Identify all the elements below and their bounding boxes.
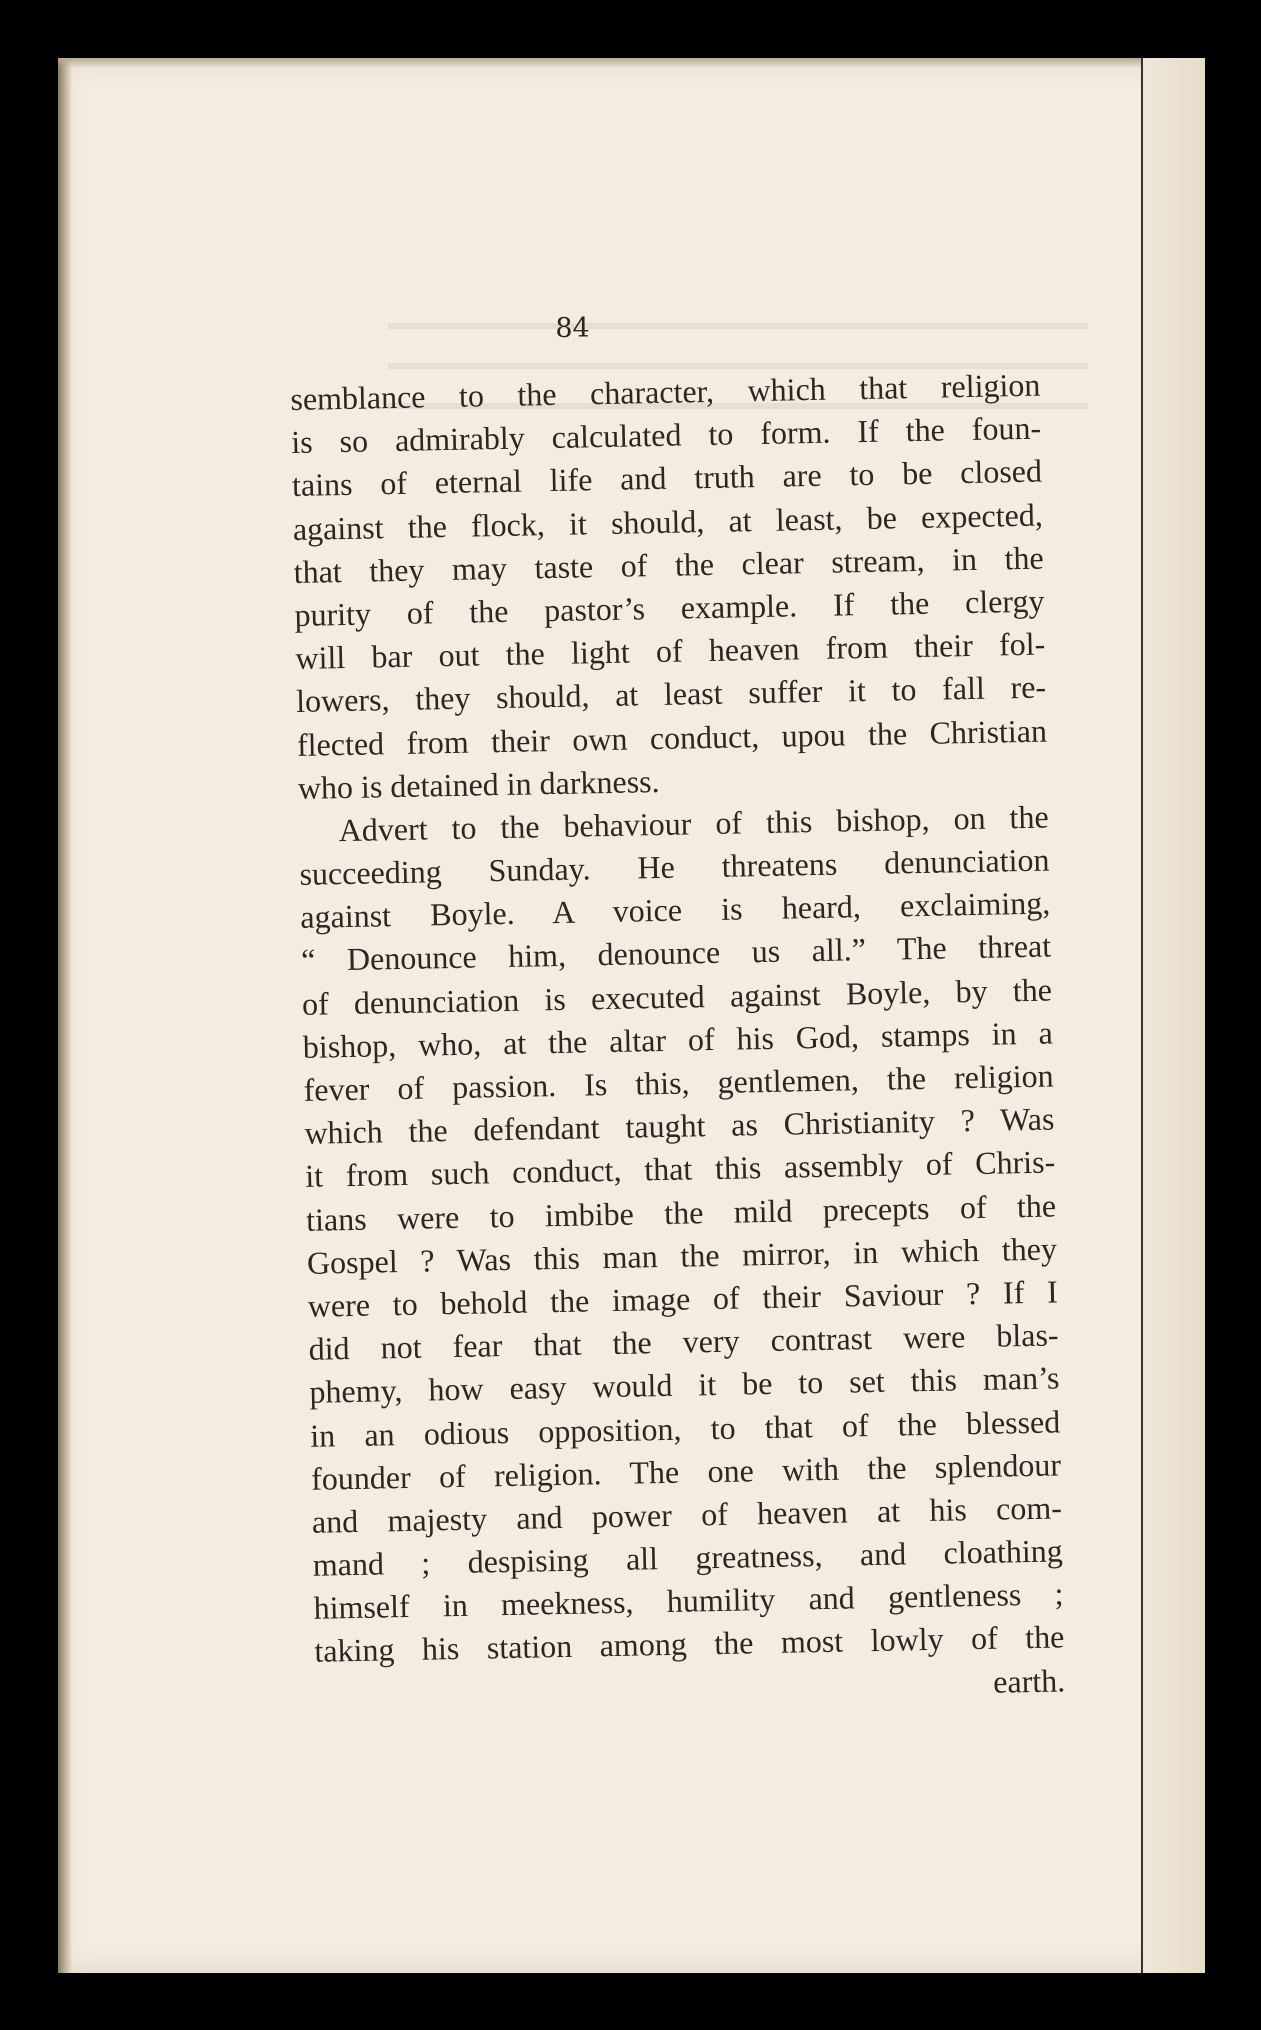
- next-page-edge: [1141, 58, 1205, 1973]
- text-line: of denunciation is executed against Boyle, by the: [301, 971, 1053, 1022]
- text-line: and majesty and power of heaven at his com-: [311, 1489, 1063, 1540]
- text-line: mand ; despising all greatness, and cloathing: [312, 1532, 1063, 1583]
- text-line: himself in meekness, humility and gentleness ;: [313, 1575, 1064, 1627]
- text-line: who is detained in darkness.: [297, 762, 660, 806]
- text-line: taking his station among the most lowly of the: [314, 1618, 1065, 1670]
- text-line: Gospel ? Was this man the mirror, in which they: [306, 1230, 1058, 1281]
- text-line: fever of passion. Is this, gentlemen, the religion: [303, 1057, 1054, 1108]
- paragraph: [298, 795, 1064, 1673]
- text-line: did not fear that the very contrast were blas-: [308, 1316, 1059, 1367]
- text-line: were to behold the image of their Saviour ? If I: [307, 1273, 1059, 1324]
- text-line: it from such conduct, that this assembly of Chris-: [304, 1143, 1056, 1195]
- text-line: will bar out the light of heaven from their fol-: [295, 625, 1046, 677]
- text-line: flected from their own conduct, upou the Christian: [296, 712, 1048, 763]
- text-line: “ Denounce him, denounce us all.” The threat: [300, 927, 1052, 979]
- text-line: tains of eternal life and truth are to be closed: [291, 452, 1043, 504]
- text-line: purity of the pastor’s example. If the clergy: [294, 582, 1045, 633]
- text-line: in an odious opposition, to that of the blessed: [309, 1402, 1061, 1454]
- text-line: succeeding Sunday. He threatens denunciation: [299, 841, 1050, 892]
- text-line: lowers, they should, at least suffer it to fall re-: [295, 668, 1047, 720]
- text-line: tians were to imbibe the mild precepts of the: [305, 1187, 1057, 1238]
- text-line: Advert to the behaviour of this bishop, on the: [338, 798, 1049, 849]
- text-line: against Boyle. A voice is heard, exclaiming,: [300, 884, 1051, 936]
- text-line: which the defendant taught as Christianity ? Was: [304, 1100, 1055, 1152]
- text-line: phemy, how easy would it be to set this man’s: [309, 1359, 1060, 1411]
- top-edge-shadow: [58, 58, 1203, 68]
- text-line: bishop, who, at the altar of his God, stamps in a: [302, 1014, 1054, 1065]
- text-line: that they may taste of the clear stream, in the: [293, 539, 1044, 590]
- text-line: founder of religion. The one with the splendour: [310, 1446, 1062, 1497]
- body-text: [290, 364, 1066, 1717]
- catchword: earth.: [992, 1661, 1066, 1700]
- gutter-shadow: [58, 58, 72, 1973]
- text-line: against the flock, it should, at least, be expected,: [292, 496, 1044, 547]
- text-line: is so admirably calculated to form. If the foun-: [290, 409, 1042, 461]
- paragraph: [290, 364, 1048, 810]
- page-number: 84: [555, 313, 590, 344]
- text-line: semblance to the character, which that religion: [290, 366, 1041, 417]
